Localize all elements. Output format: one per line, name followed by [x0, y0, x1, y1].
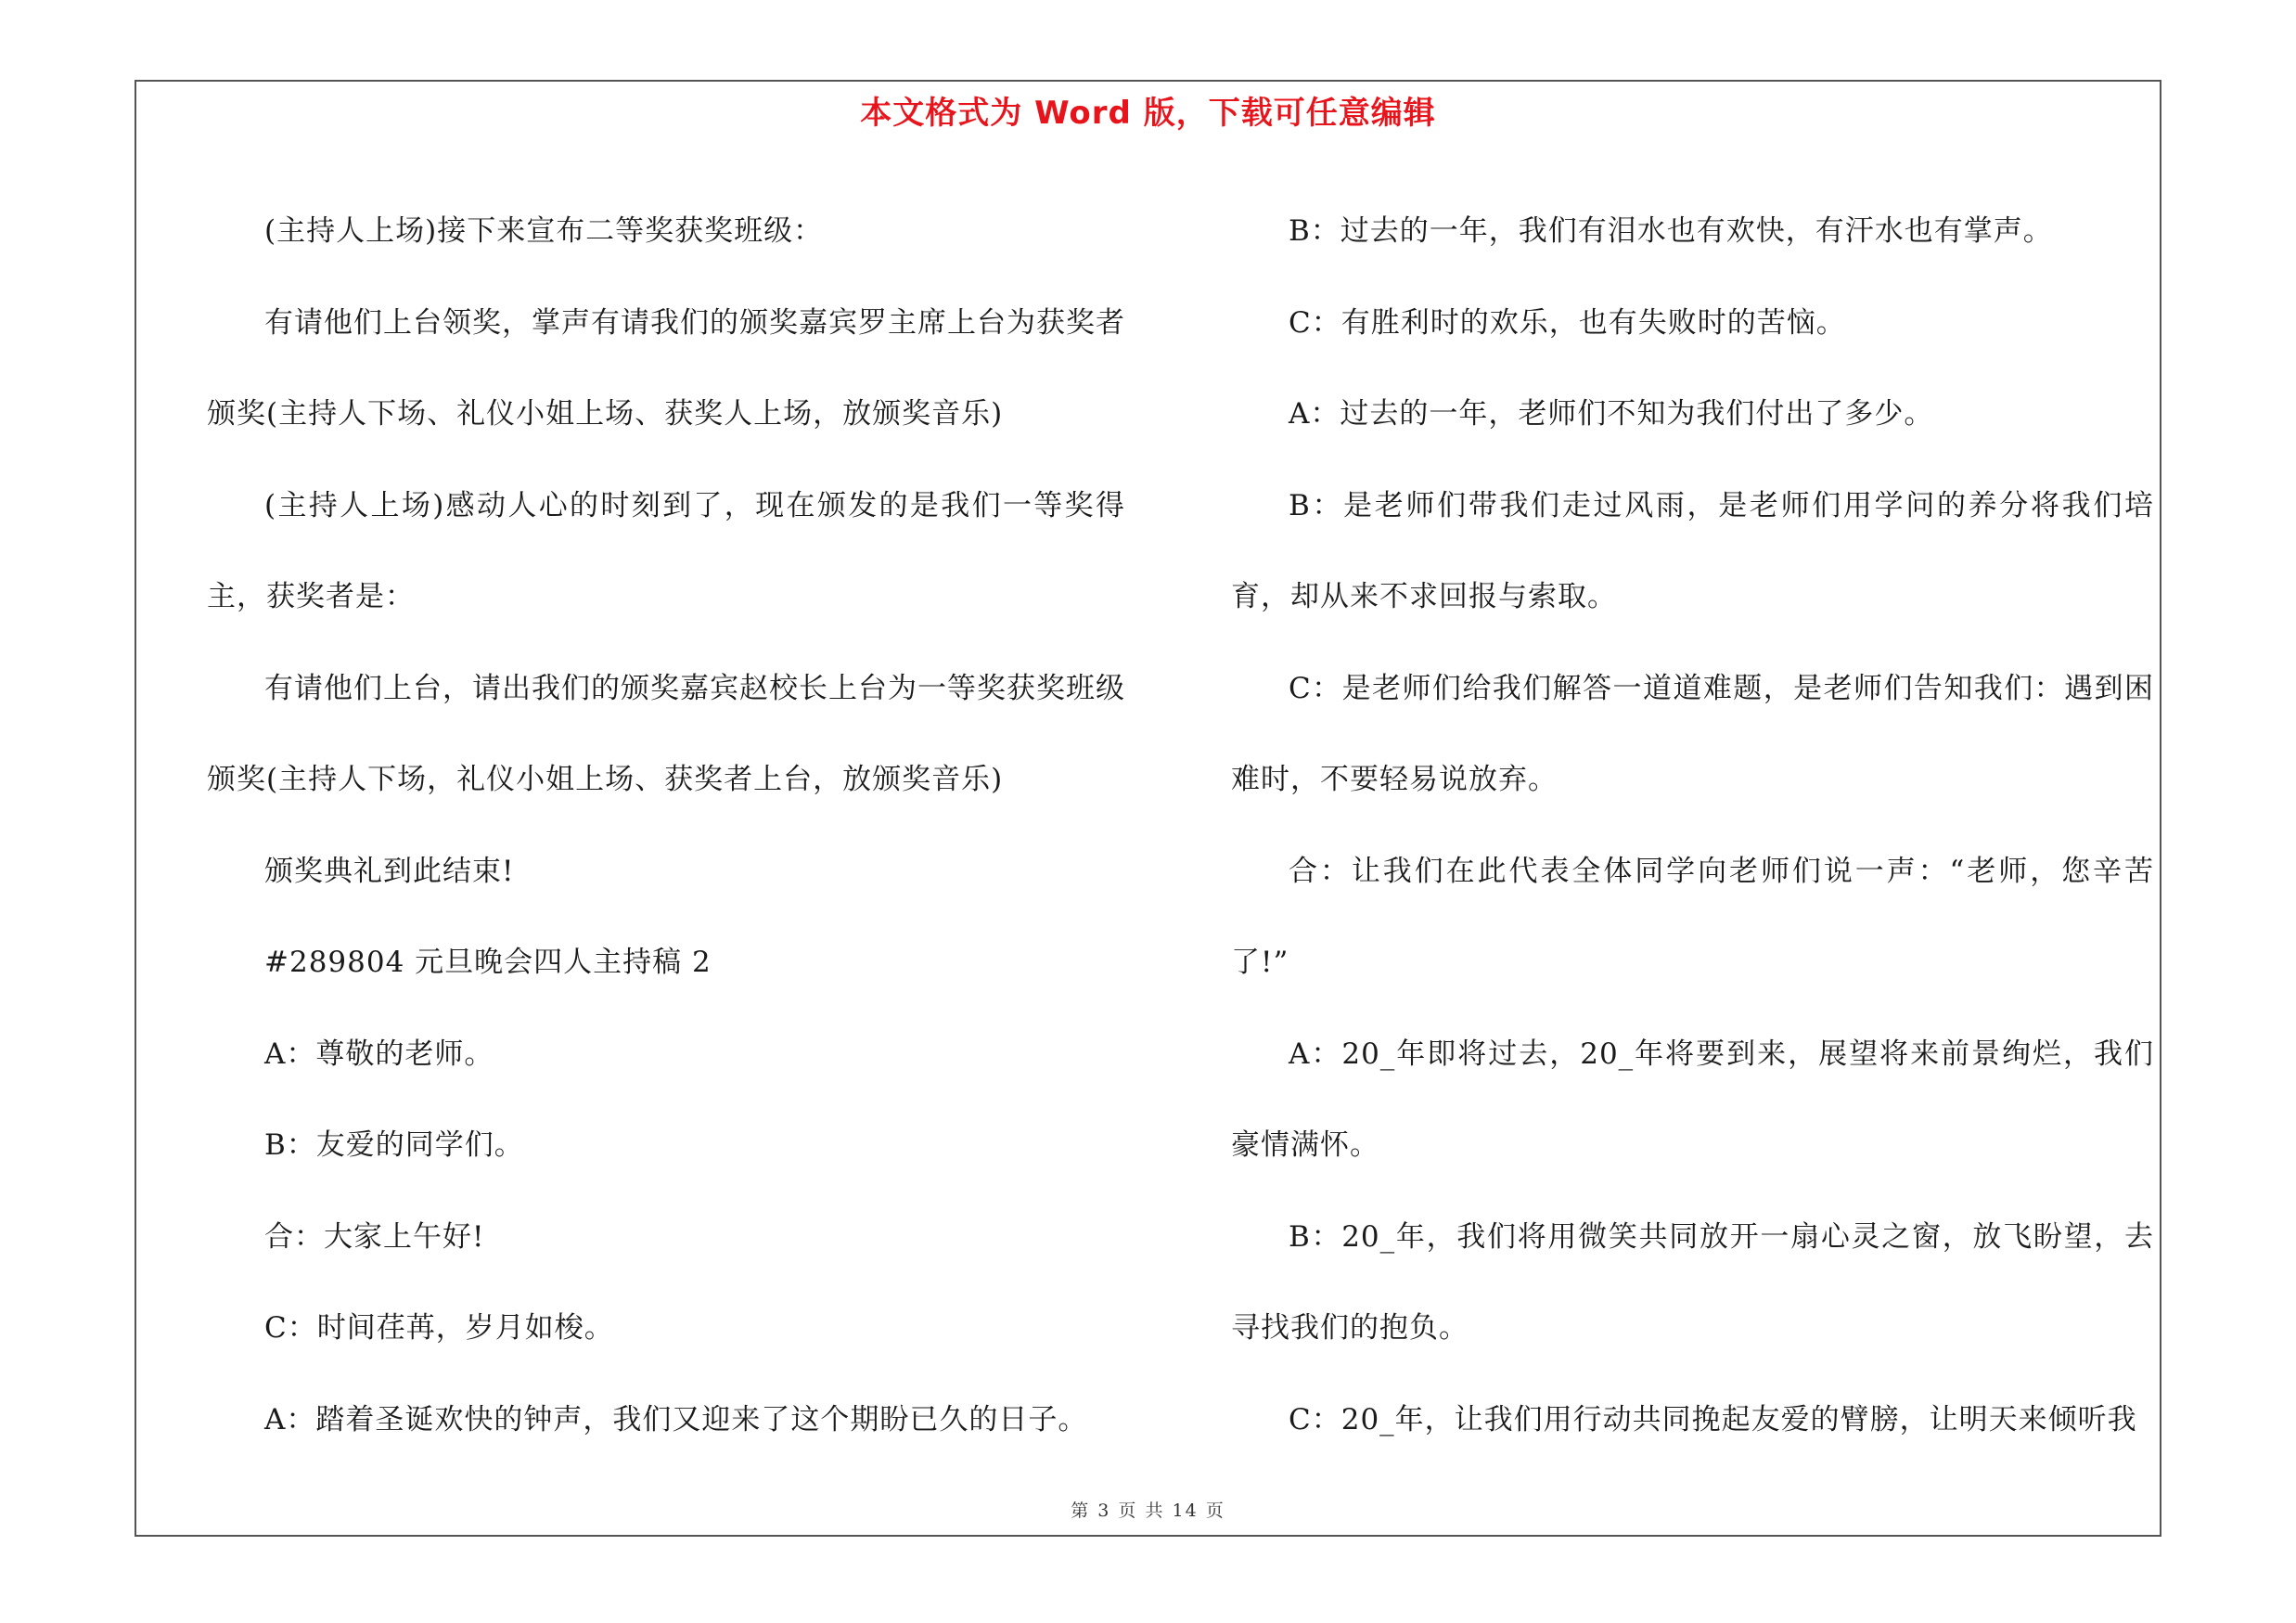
section-heading: #289804 元旦晚会四人主持稿 2 [264, 946, 712, 979]
paragraph: C：20_年，让我们用行动共同挽起友爱的臂膀，让明天来倾听我 [1289, 1402, 2137, 1436]
paragraph: A：踏着圣诞欢快的钟声，我们又迎来了这个期盼已久的日子。 [264, 1402, 1088, 1436]
left-column [207, 186, 1125, 1465]
paragraph: 有请他们上台领奖，掌声有请我们的颁奖嘉宾罗主席上台为获奖者颁奖(主持人下场、礼仪小姐上场、获奖人上场，放颁奖音乐) [207, 305, 1125, 431]
header-banner: 本文格式为 Word 版，下载可任意编辑 [860, 95, 1436, 132]
paragraph: 有请他们上台，请出我们的颁奖嘉宾赵校长上台为一等奖获奖班级颁奖(主持人下场，礼仪小姐上场、获奖者上台，放颁奖音乐) [207, 671, 1125, 796]
paragraph: A：尊敬的老师。 [264, 1037, 494, 1071]
paragraph: C：是老师们给我们解答一道道难题，是老师们告知我们：遇到困难时，不要轻易说放弃。 [1231, 671, 2154, 796]
right-column [1231, 186, 2154, 1465]
paragraph: 合：让我们在此代表全体同学向老师们说一声：“老师，您辛苦了!” [1231, 854, 2154, 979]
paragraph: A：过去的一年，老师们不知为我们付出了多少。 [1289, 397, 1934, 431]
paragraph: A：20_年即将过去，20_年将要到来，展望将来前景绚烂，我们豪情满怀。 [1231, 1037, 2154, 1162]
paragraph: C：时间荏苒，岁月如梭。 [264, 1311, 614, 1345]
paragraph: B：友爱的同学们。 [264, 1128, 524, 1162]
paragraph: 合：大家上午好! [264, 1219, 485, 1254]
paragraph: 颁奖典礼到此结束! [264, 854, 515, 888]
paragraph: C：有胜利时的欢乐，也有失败时的苦恼。 [1289, 305, 1846, 340]
paragraph: B：20_年，我们将用微笑共同放开一扇心灵之窗，放飞盼望，去寻找我们的抱负。 [1231, 1219, 2154, 1345]
paragraph: B：是老师们带我们走过风雨，是老师们用学问的养分将我们培育，却从来不求回报与索取。 [1231, 488, 2154, 613]
paragraph: (主持人上场)接下来宣布二等奖获奖班级： [264, 214, 824, 248]
page-number: 第 3 页 共 14 页 [1071, 1501, 1225, 1521]
paragraph: (主持人上场)感动人心的时刻到了，现在颁发的是我们一等奖得主，获奖者是： [207, 488, 1125, 613]
paragraph: B：过去的一年，我们有泪水也有欢快，有汗水也有掌声。 [1289, 214, 2053, 248]
